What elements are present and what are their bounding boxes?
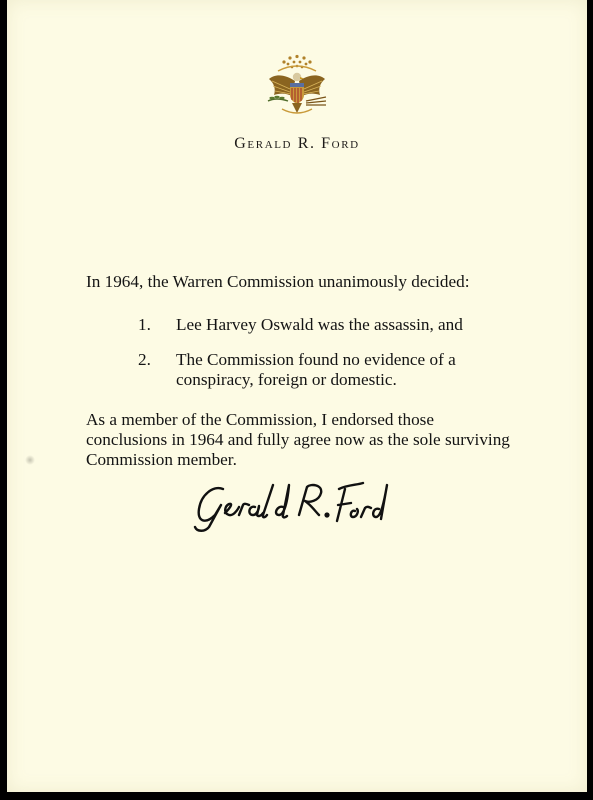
letter-page: [7, 0, 587, 792]
list-item-text: The Commission found no evidence of a conspiracy, foreign or domestic.: [176, 350, 456, 389]
eagle-seal-icon: [264, 53, 330, 123]
intro-paragraph: In 1964, the Warren Commission unanimously decided:: [86, 272, 470, 291]
closing-paragraph: As a member of the Commission, I endorsed those conclusions in 1964 and fully agree now as the sole surviving Commission member.: [86, 410, 510, 469]
list-item-number: 1.: [138, 315, 151, 334]
letterhead-name: Gerald R. Ford: [234, 135, 360, 152]
list-item-text: Lee Harvey Oswald was the assassin, and: [176, 315, 463, 334]
handwritten-signature: [187, 475, 397, 535]
list-item-number: 2.: [138, 350, 151, 369]
